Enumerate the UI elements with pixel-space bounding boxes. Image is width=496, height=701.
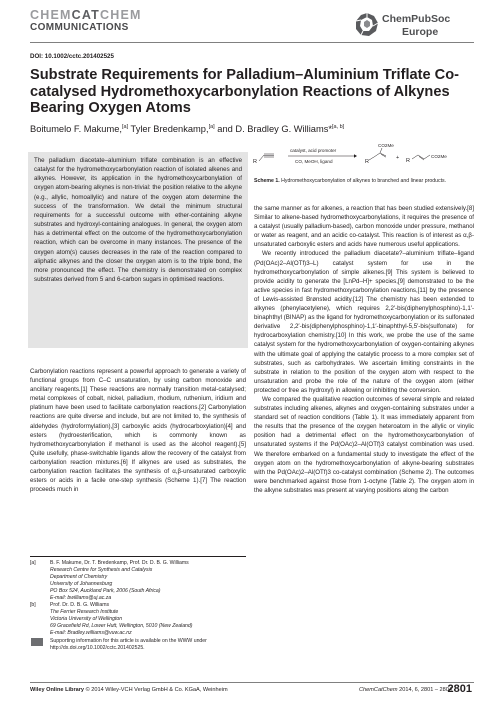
abstract: The palladium diacetate–aluminium triflate combination is an effective catalyst for the hydromethoxycarbonylation reaction of isolated alkenes and alkynes. However, its application in the hydromethoxycarbonylation of oxygen atom-bearing alkynes is non-trivial: the position relative to the alkyne (e.g., allylic, homoallylic) and nature of the oxygen atom determine the success of the transformation. We detail the minimum structural requirements for a successful outcome with ether-containing alkyne substrates and hydroxyl-containing analogues. In general, the oxygen atom has a detrimental effect on the outcome of the hydromethoxycarbonylation reaction, which can be overcome in many instances. The presence of the oxygen atom(s) causes decreases in the rate of the reaction compared to aliphatic alkynes and the closer the oxygen atom is to the triple bond, the more pronounced the effect. The chemistry is demonstrated on complex substrates derived from 5 and 6-carbon sugars in optimised reactions. xyxy=(28,152,248,348)
scheme-co2me-branched: CO2Me xyxy=(378,143,394,148)
reaction-scheme-graphic xyxy=(252,141,476,179)
author-williams: and D. Bradley G. Williams* xyxy=(214,124,332,135)
doi: DOI: 10.1002/cctc.201402525 xyxy=(30,53,114,60)
supporting-info-icon xyxy=(31,638,43,646)
footnote-divider xyxy=(30,556,246,557)
scheme-r-left: R xyxy=(253,159,257,165)
author-list xyxy=(30,124,344,134)
author-bredenkamp: Tyler Bredenkamp, xyxy=(128,124,209,135)
scheme-co2me-linear: CO2Me xyxy=(431,154,447,159)
wiley-online-library-link[interactable]: Wiley Online Library xyxy=(30,687,85,693)
publisher-name: ChemPubSoc xyxy=(382,13,451,25)
footer-divider xyxy=(30,682,474,683)
body-column-right xyxy=(254,204,474,495)
supporting-info-note xyxy=(30,638,246,652)
body-paragraph: We recently introduced the palladium diacetate?–aluminium triflate–ligand (Pd(OAc)2–Al(OTf)3–L) catalyst system for use in the hydromethoxycarbonylation of simple alkenes.[9] This system is believed to provide acidity to generate the [LnPd–H]+ species,[9] demonstrated to be the active species in fast hydromethoxycarbonylation reactions,[11] by the presence of Lewis-assisted Brønsted acidity.[12] The chemistry has been extended to alkynes (phenylacetylene), which requires 2,2′-bis(diphenylphosphino)-1,1′-binaphthyl (BINAP) as the ligand for hydromethoxycarbonylation or its sulfonated derivative 2,2′-bis(diphenylphosphino)-1,1′-binaphthyl-5,5′-bis(sulfonate) for hydrocarboxylation chemistry.[10] In this work, we probe the use of the same catalyst system for the hydromethoxycarbonylation of oxygen-containing alkynes with the ultimate goal of applying the catalytic process to a more complex set of substrates, such as carbohydrates. We ascertain limiting constraints in the substrate in relation to the position of the oxygen atom with respect to the unsaturation and probe the role of the nature of the oxygen atom (either protected or free as hydroxyl) in allowing or inhibiting the conversion. xyxy=(254,250,474,394)
scheme-caption: Scheme 1. Hydromethoxycarbonylation of alkynes to branched and linear products. xyxy=(254,178,447,184)
footnotes xyxy=(30,560,246,652)
affiliation-marker: [a, b] xyxy=(331,124,345,130)
supporting-info-link[interactable]: Supporting information for this article is available on the WWW under http://dx.doi.org/10.1002/cctc.201402525. xyxy=(50,637,207,651)
header-divider xyxy=(30,42,474,43)
email-link[interactable]: E-mail: bwilliams@uj.ac.za xyxy=(50,594,112,601)
body-paragraph: the same manner as for alkenes, a reaction that has been studied extensively.[8] Similar to alkene-based hydromethoxycarbonylations, it requires the presence of a catalyst (usually palladium-based), carbon monoxide under pressure, methanol or water as reagent, and an acidic co-catalyst. This reaction is of interest as α,β-unsaturated carboxylic esters and acids have numerous useful applications. xyxy=(254,205,474,249)
journal-name: CHEMCATCHEM xyxy=(30,8,142,22)
chempubsoc-icon xyxy=(354,12,380,38)
body-paragraph: We compared the qualitative reaction outcomes of several simple and related substrates including alkenes, alkynes and oxygen-containing substrates under a standard set of reaction conditions (Table 1). It was immediately apparent from the results that the presence of the oxygen heteroatom in the allylic or vinylic position had a detrimental effect on the hydromethoxycarbonylation of unsaturated systems if the Pd(OAc)2–Al(OTf)3 catalyst combination was used. We therefore embarked on a fundamental study to investigate the effect of the oxygen atom on the hydromethoxycarbonylation of alkyne-bearing substrates with the Pd(OAc)2–Al(OTf)3 co-catalyst combination (Scheme 2). The outcomes were benchmarked against those from 1-octyne (Table 2). The oxygen atom in the alkyne substrates was present at varying positions along the carbon xyxy=(254,395,474,494)
footnote-b: [b] Prof. Dr. D. B. G. Williams The Ferrier Research Institute Victoria University of Wellington 69 Gracefield Rd, Lower Hutt, Wellington, 5010 (New Zealand) E-mail: Bradley.williams@vuw.ac.nz xyxy=(30,602,246,637)
email-link[interactable]: E-mail: Bradley.williams@vuw.ac.nz xyxy=(50,630,132,637)
body-paragraph: Carbonylation reactions represent a powerful approach to generate a variety of functional groups from C–C unsaturation, by using carbon monoxide and ancillary reagents.[1] These reactions are normally transition metal-catalysed; metal complexes of cobalt, nickel, palladium, rhodium, ruthenium, iridium and platinum have been used to facilitate carbonylation reactions.[2] Carbonylation reactions are quite diverse and include, but are not limited to, the synthesis of aldehydes (hydroformylation),[3] carboxylic acids (hydrocarboxylation)[4] and esters (hydroesterification, which is commonly known as hydromethoxycarbonylation if methanol is used as the alcohol reagent).[5] Quite usefully, phase-switchable ligands allow the recovery of the catalyst from carbonylation reaction mixtures.[6] If alkynes are used as substrates, the carbonylation reaction facilitates the synthesis of α,β-unsaturated carboxylic esters or acids in a facile one-step synthesis (Scheme 1).[7] The reaction proceeds much in xyxy=(30,368,246,494)
publisher-logo xyxy=(354,12,474,46)
publisher-region: Europe xyxy=(402,26,439,38)
scheme-reagent-top: catalyst, acid promoter xyxy=(290,148,337,153)
footer-citation: ChemCatChem 2014, 6, 2801 – 2804 xyxy=(359,687,452,693)
page-number: 2801 xyxy=(447,683,472,695)
scheme-plus: + xyxy=(396,155,400,161)
journal-header xyxy=(30,9,230,34)
footer-copyright: Wiley Online Library © 2014 Wiley-VCH Verlag GmbH & Co. KGaA, Weinheim xyxy=(30,687,228,693)
affiliation-marker: [a] xyxy=(208,124,215,130)
body-column-left xyxy=(30,367,246,494)
affiliation-marker: [a] xyxy=(121,124,129,130)
author-makume: Boitumelo F. Makume, xyxy=(30,124,122,135)
section-label: COMMUNICATIONS xyxy=(30,22,129,33)
scheme-r-linear: R xyxy=(406,158,410,164)
scheme-r-branched: R xyxy=(365,159,369,165)
article-title: Substrate Requirements for Palladium–Aluminium Triflate Co-catalysed Hydromethoxycarbonylation Reactions of Alkynes Bearing Oxygen Atoms xyxy=(30,67,459,116)
footnote-a: [a] B. F. Makume, Dr. T. Bredenkamp, Prof. Dr. D. B. G. Williams Research Centre for Synthesis and Catalysis Department of Chemistry University of Johannesburg PO Box 524, Auckland Park, 2006 (South Africa) E-mail: bwilliams@uj.ac.za xyxy=(30,560,246,601)
scheme-reagent-bottom: CO, MeOH, ligand xyxy=(295,159,333,164)
